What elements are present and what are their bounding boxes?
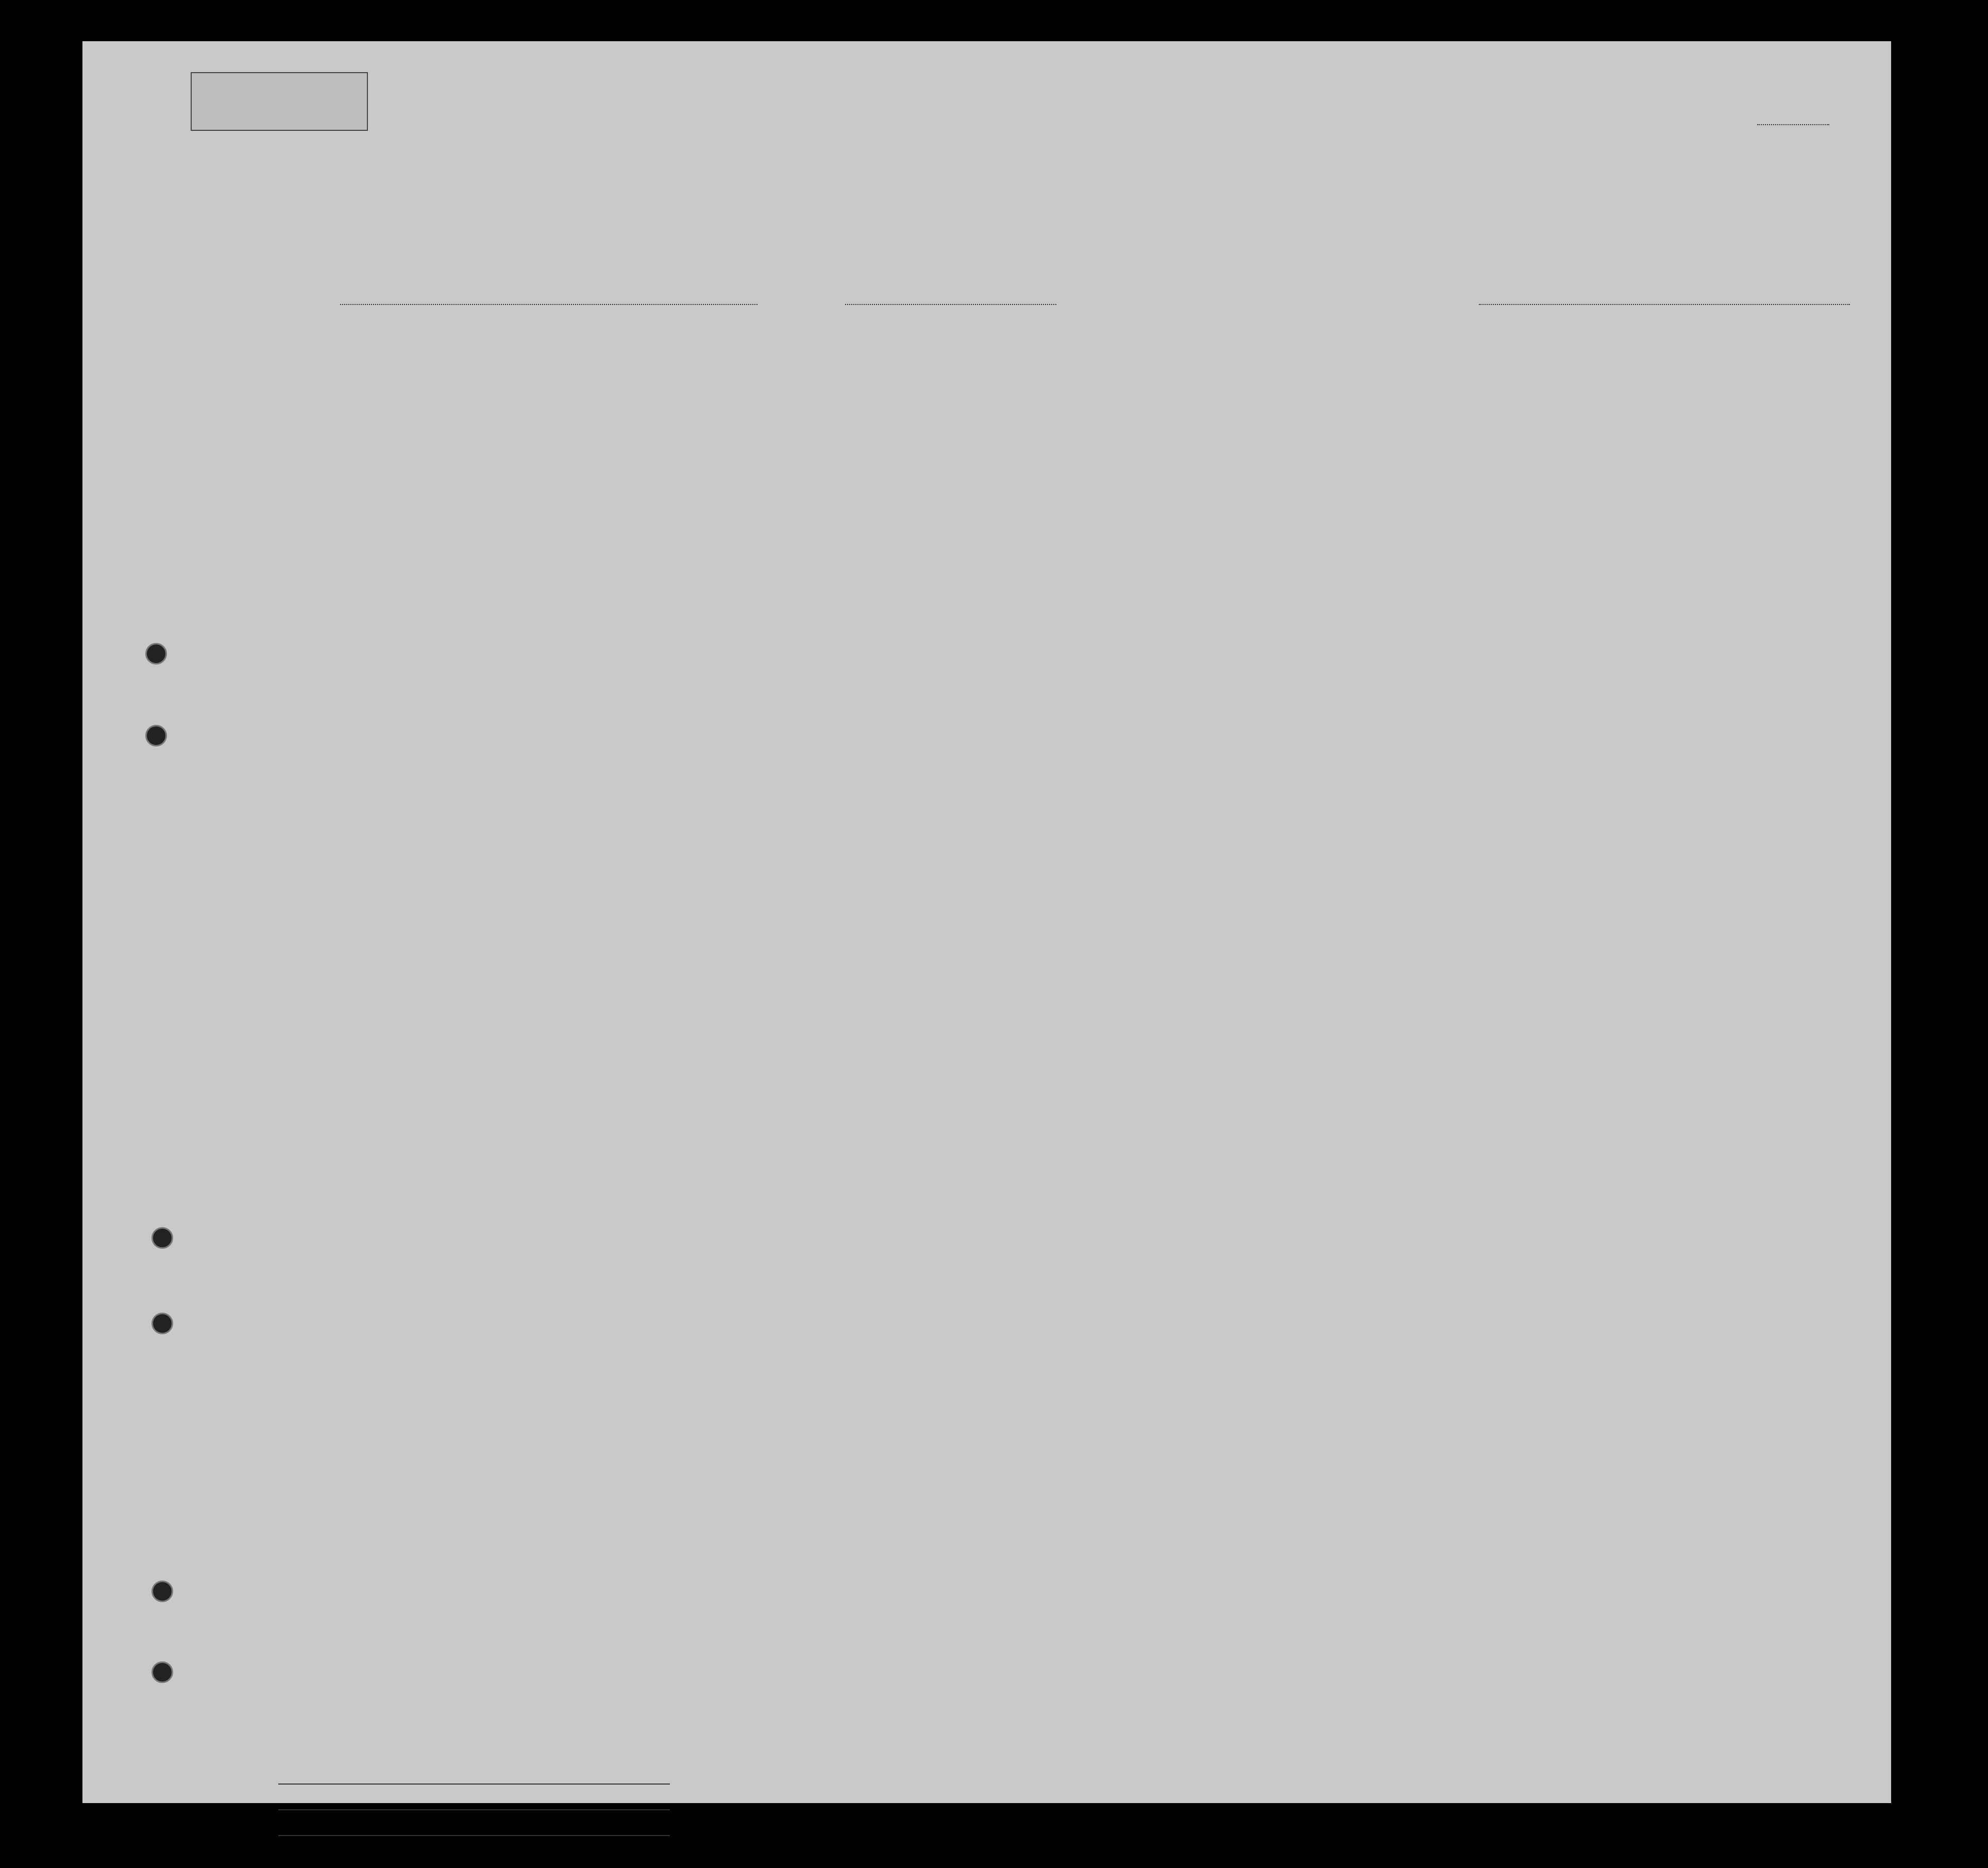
footer-line-rule [278, 1784, 670, 1785]
manifest-grid [82, 41, 1891, 1803]
footer-owners-rule [278, 1809, 670, 1810]
manifest-page [82, 41, 1891, 1803]
binder-hole [151, 1313, 173, 1334]
binder-hole [145, 643, 167, 665]
binder-hole [151, 1661, 173, 1683]
binder-hole [145, 725, 167, 746]
binder-hole [151, 1581, 173, 1602]
binder-hole [151, 1227, 173, 1249]
footer-agents-rule [278, 1835, 670, 1836]
